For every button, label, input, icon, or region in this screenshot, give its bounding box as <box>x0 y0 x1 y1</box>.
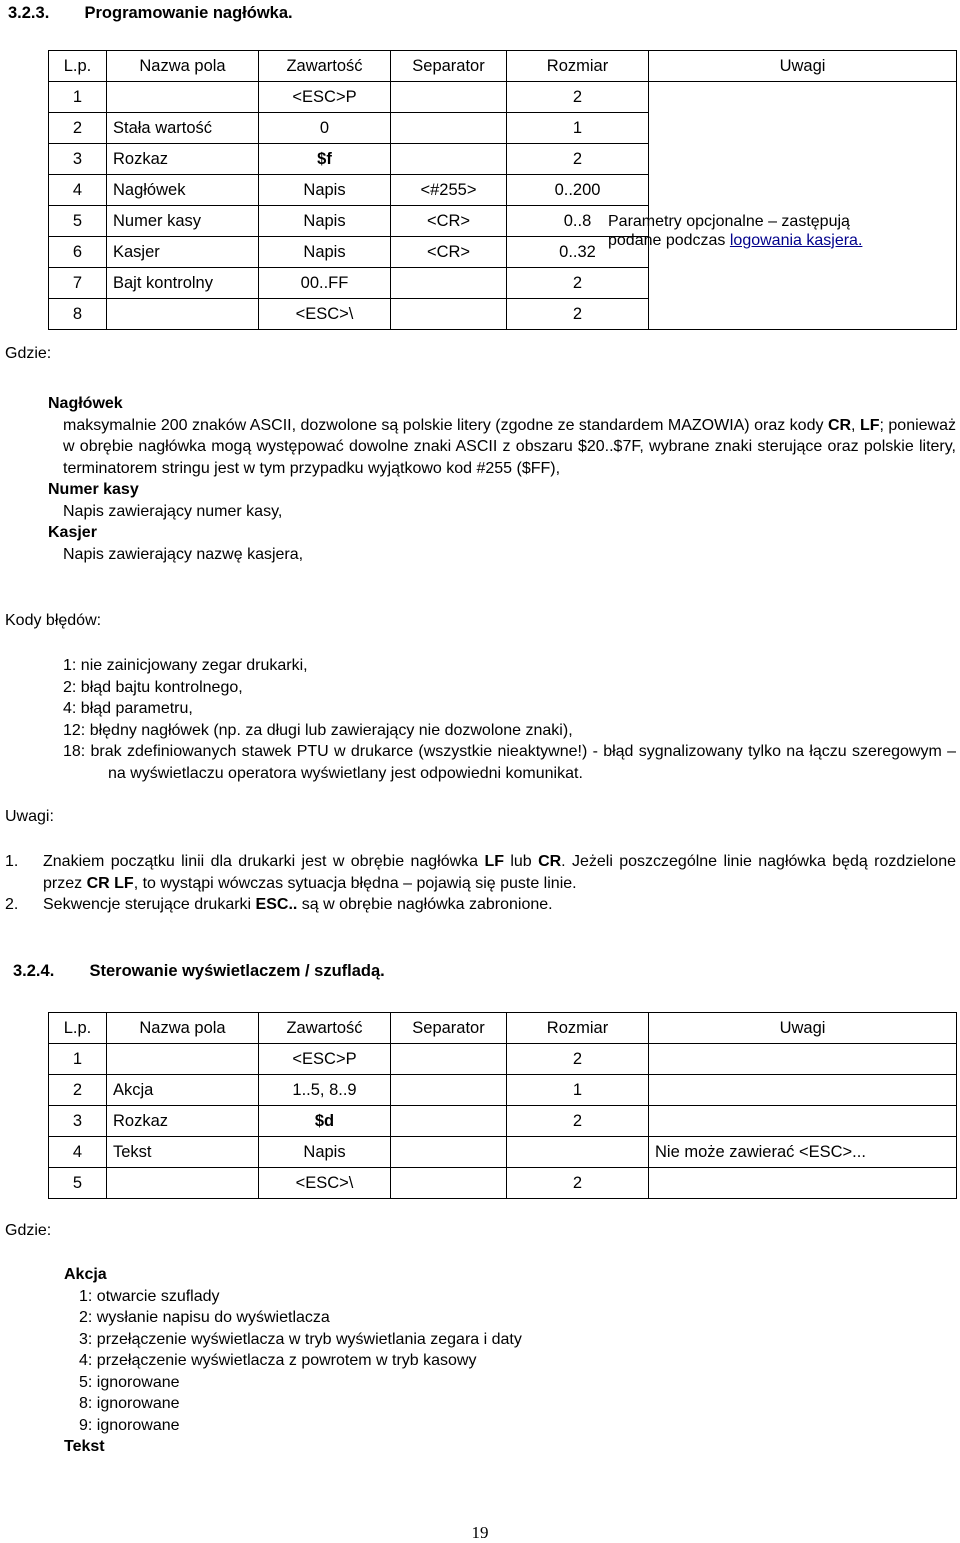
notes-label: Uwagi: <box>5 808 54 825</box>
cell-remarks-merged <box>649 82 957 330</box>
cell-separator <box>391 144 507 175</box>
cell-content: $d <box>259 1106 391 1137</box>
remark-line <box>608 231 948 250</box>
cell-separator: <#255> <box>391 175 507 206</box>
field-descriptions <box>48 393 956 565</box>
cell-size: 2 <box>507 144 649 175</box>
where-label: Gdzie: <box>5 345 52 362</box>
desc-naglowek <box>48 415 956 480</box>
cell-content: Napis <box>259 206 391 237</box>
cell-remark <box>649 1075 957 1106</box>
notes-list <box>5 851 956 916</box>
cell-name <box>107 299 259 330</box>
cell-lp: 1 <box>49 82 107 113</box>
cell-size <box>507 1137 649 1168</box>
cell-lp: 4 <box>49 1137 107 1168</box>
cell-name <box>107 1044 259 1075</box>
section-number: 3.2.3. <box>8 4 50 22</box>
cell-remark <box>649 1168 957 1199</box>
col-header-content: Zawartość <box>259 1013 391 1044</box>
cell-remark <box>649 1044 957 1075</box>
error-codes-list <box>63 655 956 784</box>
term-numer-kasy: Numer kasy <box>48 481 139 498</box>
cell-lp: 3 <box>49 1106 107 1137</box>
note-text: są w obrębie nagłówka zabronione. <box>297 896 553 913</box>
cell-name: Tekst <box>107 1137 259 1168</box>
note-item <box>5 894 956 916</box>
cell-size: 2 <box>507 299 649 330</box>
cell-lp: 6 <box>49 237 107 268</box>
note-text-bold: CR <box>538 853 562 870</box>
optional-params-remark <box>608 212 948 250</box>
cell-size: 1 <box>507 1075 649 1106</box>
cashier-login-link[interactable]: logowania kasjera. <box>729 232 863 249</box>
cell-content: Napis <box>259 175 391 206</box>
page-number: 19 <box>471 1523 489 1542</box>
cell-separator: <CR> <box>391 237 507 268</box>
cell-lp: 5 <box>49 1168 107 1199</box>
cell-remark <box>649 1106 957 1137</box>
cell-content: <ESC>P <box>259 1044 391 1075</box>
cell-name <box>107 82 259 113</box>
cell-separator <box>391 113 507 144</box>
header-programming-table <box>48 50 957 330</box>
cell-size: 2 <box>507 268 649 299</box>
list-item: 18: brak zdefiniowanych stawek PTU w drukarce (wszystkie nieaktywne!) - błąd sygnalizowany tylko na łączu szeregowym – na wyświetlaczu operatora wyświetlany jest odpowiedni komunikat. <box>63 743 956 782</box>
col-header-remarks: Uwagi <box>649 1013 957 1044</box>
list-item: 4: przełączenie wyświetlacza z powrotem w tryb kasowy <box>79 1352 477 1369</box>
cell-separator <box>391 299 507 330</box>
cell-name: Stała wartość <box>107 113 259 144</box>
section-title: Sterowanie wyświetlaczem / szufladą. <box>89 962 385 980</box>
cell-content: <ESC>\ <box>259 299 391 330</box>
cell-name: Bajt kontrolny <box>107 268 259 299</box>
table-row <box>49 1168 957 1199</box>
desc-text-bold: LF <box>859 416 880 434</box>
remark-line: Parametry opcjonalne – zastępują <box>608 213 850 230</box>
list-item: 8: ignorowane <box>79 1395 180 1412</box>
col-header-lp: L.p. <box>49 1013 107 1044</box>
cell-name: Numer kasy <box>107 206 259 237</box>
cell-separator <box>391 1044 507 1075</box>
cell-separator <box>391 1106 507 1137</box>
list-item: 12: błędny nagłówek (np. za długi lub zawierający nie dozwolone znaki), <box>63 721 573 739</box>
table-header-row <box>49 51 957 82</box>
cell-size: 2 <box>507 1044 649 1075</box>
cell-name: Nagłówek <box>107 175 259 206</box>
cell-separator: <CR> <box>391 206 507 237</box>
desc-text: ; ponieważ w obrębie nagłówka mogą występować dowolne znaki ASCII z obszaru $20..$7F, wybrane znaki sterujące oraz polskie litery, terminatorem stringu jest w tym przypadku wyjątkowo kod #255 ($FF), <box>63 416 957 477</box>
cell-lp: 1 <box>49 1044 107 1075</box>
cell-content: <ESC>P <box>259 82 391 113</box>
section-heading-3-2-3 <box>8 4 293 23</box>
cell-separator <box>391 1075 507 1106</box>
cell-name: Rozkaz <box>107 144 259 175</box>
list-item: 2: wysłanie napisu do wyświetlacza <box>79 1309 330 1326</box>
cell-remark: Nie może zawierać <ESC>... <box>649 1137 957 1168</box>
table-header-row <box>49 1013 957 1044</box>
cell-size: 0..32 <box>507 237 649 268</box>
where-label: Gdzie: <box>5 1222 52 1239</box>
list-item: 9: ignorowane <box>79 1416 180 1434</box>
cell-name <box>107 1168 259 1199</box>
table-row <box>49 82 957 113</box>
cell-content: Napis <box>259 1137 391 1168</box>
col-header-separator: Separator <box>391 51 507 82</box>
note-text: . Jeżeli poszczególne linie nagłówka będą rozdzielone przez <box>43 853 957 892</box>
cell-size: 0..8 <box>507 206 649 237</box>
col-header-separator: Separator <box>391 1013 507 1044</box>
error-codes-label: Kody błędów: <box>5 612 102 629</box>
cell-content: 0 <box>259 113 391 144</box>
action-descriptions <box>64 1264 944 1458</box>
cell-content: Napis <box>259 237 391 268</box>
col-header-name: Nazwa pola <box>107 1013 259 1044</box>
note-number: 1. <box>5 853 19 870</box>
cell-content: <ESC>\ <box>259 1168 391 1199</box>
col-header-size: Rozmiar <box>507 51 649 82</box>
section-number: 3.2.4. <box>13 962 55 980</box>
cell-size: 2 <box>507 82 649 113</box>
desc-text: maksymalnie 200 znaków ASCII, dozwolone są polskie litery (zgodne ze standardem MAZOWIA) oraz kody <box>63 416 828 434</box>
col-header-remarks: Uwagi <box>649 51 957 82</box>
note-text: lub <box>503 853 539 870</box>
cell-separator <box>391 1168 507 1199</box>
list-item: 5: ignorowane <box>79 1373 180 1391</box>
note-number: 2. <box>5 896 19 913</box>
note-text-bold: LF <box>484 853 504 870</box>
cell-separator <box>391 268 507 299</box>
col-header-name: Nazwa pola <box>107 51 259 82</box>
cell-size: 0..200 <box>507 175 649 206</box>
table-row <box>49 1075 957 1106</box>
cell-content: $f <box>259 144 391 175</box>
cell-lp: 4 <box>49 175 107 206</box>
cell-name: Rozkaz <box>107 1106 259 1137</box>
section-title: Programowanie nagłówka. <box>84 4 293 22</box>
cell-lp: 7 <box>49 268 107 299</box>
table-row <box>49 1044 957 1075</box>
remark-text: podane podczas <box>608 232 730 249</box>
cell-size: 2 <box>507 1106 649 1137</box>
cell-lp: 8 <box>49 299 107 330</box>
cell-separator <box>391 1137 507 1168</box>
list-item: 2: błąd bajtu kontrolnego, <box>63 678 243 696</box>
cell-size: 1 <box>507 113 649 144</box>
cell-lp: 2 <box>49 1075 107 1106</box>
cell-content: 1..5, 8..9 <box>259 1075 391 1106</box>
note-text-bold: CR LF <box>86 874 134 892</box>
cell-content: 00..FF <box>259 268 391 299</box>
col-header-lp: L.p. <box>49 51 107 82</box>
desc-text-bold: CR <box>827 416 852 434</box>
list-item: 1: nie zainicjowany zegar drukarki, <box>63 657 308 674</box>
col-header-size: Rozmiar <box>507 1013 649 1044</box>
list-item: 1: otwarcie szuflady <box>79 1287 220 1305</box>
note-text: Sekwencje sterujące drukarki <box>43 896 256 913</box>
display-drawer-table <box>48 1012 957 1199</box>
cell-separator <box>391 82 507 113</box>
cell-name: Akcja <box>107 1075 259 1106</box>
list-item: 3: przełączenie wyświetlacza w tryb wyświetlania zegara i daty <box>79 1330 522 1348</box>
note-text-bold: ESC.. <box>255 896 298 913</box>
section-heading-3-2-4 <box>13 962 385 981</box>
table-row <box>49 1106 957 1137</box>
term-kasjer: Kasjer <box>48 524 97 541</box>
cell-lp: 5 <box>49 206 107 237</box>
note-item <box>5 851 956 894</box>
note-text: Znakiem początku linii dla drukarki jest w obrębie nagłówka <box>43 853 485 870</box>
list-item: 4: błąd parametru, <box>63 700 193 717</box>
cell-name: Kasjer <box>107 237 259 268</box>
cell-lp: 3 <box>49 144 107 175</box>
desc-text: , <box>851 416 860 434</box>
col-header-content: Zawartość <box>259 51 391 82</box>
table-row <box>49 1137 957 1168</box>
note-text: , to wystąpi wówczas sytuacja błędna – pojawią się puste linie. <box>133 874 577 892</box>
term-naglowek: Nagłówek <box>48 395 123 412</box>
cell-size: 2 <box>507 1168 649 1199</box>
term-tekst: Tekst <box>64 1438 105 1455</box>
desc-kasjer: Napis zawierający nazwę kasjera, <box>63 545 304 563</box>
desc-numer-kasy: Napis zawierający numer kasy, <box>63 502 283 520</box>
cell-lp: 2 <box>49 113 107 144</box>
term-akcja: Akcja <box>64 1266 107 1283</box>
